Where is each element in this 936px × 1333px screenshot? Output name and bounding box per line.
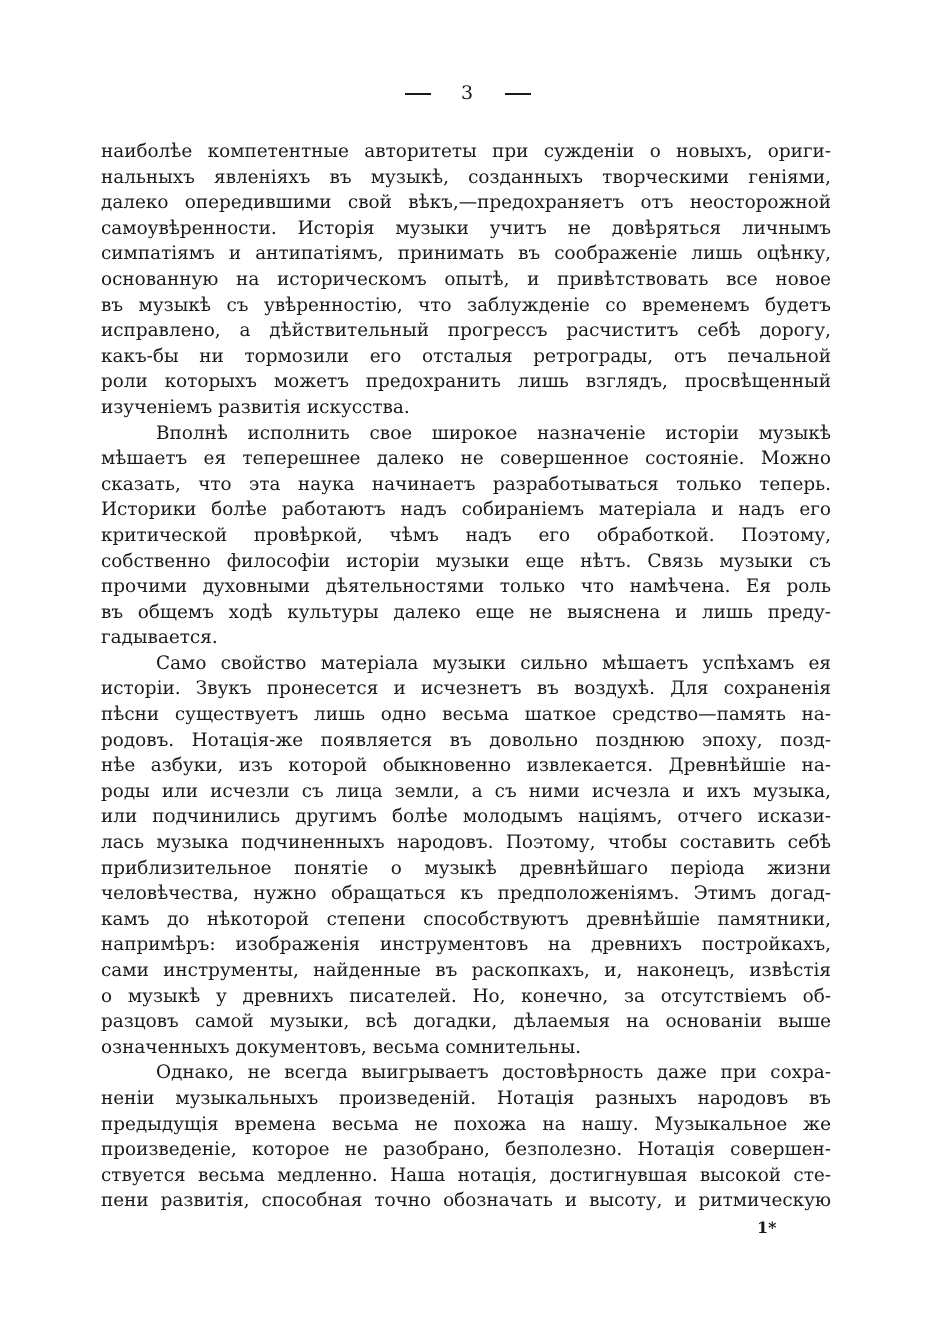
text-line: Однако, не всегда выигрываетъ достовѣрность даже при сохра- [156,1062,831,1084]
text-line: изученіемъ развитія искусства. [101,396,410,418]
text-line: Вполнѣ исполнить свое широкое назначеніе исторіи музыкѣ [156,422,831,444]
text-line: самоувѣренности. Исторія музыки учитъ не довѣряться личнымъ [101,217,831,239]
paragraph [101,1060,831,1214]
text-line: въ музыкѣ съ увѣренностію, что заблужденіе со временемъ будетъ [101,294,831,316]
text-line: означенныхъ документовъ, весьма сомнительны. [101,1036,581,1058]
text-line: какъ-бы ни тормозили его отсталыя ретрограды, отъ печальной [101,345,831,367]
text-line: собственно философіи исторіи музыки еще нѣтъ. Связь музыки съ [101,550,831,572]
text-line: о музыкѣ у древнихъ писателей. Но, конечно, за отсутствіемъ об- [101,985,831,1007]
text-line: человѣчества, нужно обращаться къ предположеніямъ. Этимъ догад- [101,883,831,905]
text-line: ствуется весьма медленно. Наша нотація, достигнувшая высокой сте- [101,1164,831,1186]
text-line: исправлено, а дѣйствительный прогрессъ расчиститъ себѣ дорогу, [101,320,831,342]
paragraph [101,139,831,421]
text-line: сказать, что эта наука начинаетъ разработываться только теперь. [101,473,831,495]
text-line: произведеніе, которое не разобрано, безполезно. Нотація совершен- [101,1139,831,1161]
header-right-dash [505,93,531,95]
header-left-dash [405,93,431,95]
text-line: сами инструменты, найденные въ раскопкахъ, и, наконецъ, извѣстія [101,960,831,981]
text-line: наиболѣе компетентные авторитеты при сужденіи о новыхъ, ориги- [101,141,831,162]
text-line: родовъ. Нотація-же появляется въ довольно позднюю эпоху, позд- [101,729,831,751]
page-number: 3 [460,82,476,104]
text-line: прочими духовными дѣятельностями только что намѣчена. Ея роль [101,576,831,598]
text-line: симпатіямъ и антипатіямъ, принимать въ соображеніе лишь оцѣнку, [101,243,831,265]
text-line: роли которыхъ можетъ предохранить лишь взглядъ, просвѣщенный [101,371,831,393]
text-line: основанную на историческомъ опытѣ, и привѣтствовать все новое [101,268,831,290]
paragraph [101,651,831,1061]
body-text [101,139,831,1214]
text-line: камъ до нѣкоторой степени способствуютъ древнѣйшіе памятники, [101,908,831,930]
text-line: разцовъ самой музыки, всѣ догадки, дѣлаемыя на основаніи выше [101,1011,831,1033]
text-line: пѣсни существуетъ лишь одно весьма шаткое средство—память на- [101,704,831,726]
text-line: нѣе азбуки, изъ которой обыкновенно извлекается. Древнѣйшіе на- [101,755,831,777]
paragraph [101,421,831,651]
text-line: неніи музыкальныхъ произведеній. Нотація разныхъ народовъ въ [101,1087,831,1109]
text-line: Историки болѣе работаютъ надъ собираніемъ матеріала и надъ его [101,499,831,521]
text-line: Само свойство матеріала музыки сильно мѣшаетъ успѣхамъ ея [156,652,831,674]
text-line: гадывается. [101,627,218,649]
text-line: мѣшаетъ ея теперешнее далеко не совершенное состояніе. Можно [101,448,831,470]
text-line: далеко опередившими свой вѣкъ,—предохраняетъ отъ неосторожной [101,192,831,214]
text-line: роды или исчезли съ лица земли, а съ ними исчезла и ихъ музыка, [101,780,831,802]
text-line: исторіи. Звукъ пронесется и исчезнетъ въ воздухѣ. Для сохраненія [101,678,831,700]
text-line: нальныхъ явленіяхъ въ музыкѣ, созданныхъ творческими геніями, [101,166,831,188]
text-line: пени развитія, способная точно обозначать и высоту, и ритмическую [101,1190,831,1212]
text-line: напримѣръ: изображенія инструментовъ на древнихъ постройкахъ, [101,934,831,956]
text-line: лась музыка подчиненныхъ народовъ. Поэтому, чтобы составить себѣ [101,832,831,854]
page-header [0,82,936,104]
text-line: приблизительное понятіе о музыкѣ древнѣйшаго періода жизни [101,857,831,879]
text-line: или подчинились другимъ болѣе молодымъ націямъ, отчего искази- [101,806,831,828]
text-line: предыдущія времена весьма не похожа на нашу. Музыкальное же [101,1113,831,1135]
signature-mark: 1* [757,1218,777,1237]
text-line: критической провѣркой, чѣмъ надъ его обработкой. Поэтому, [101,524,831,546]
text-line: въ общемъ ходѣ культуры далеко еще не выяснена и лишь преду- [101,601,831,623]
